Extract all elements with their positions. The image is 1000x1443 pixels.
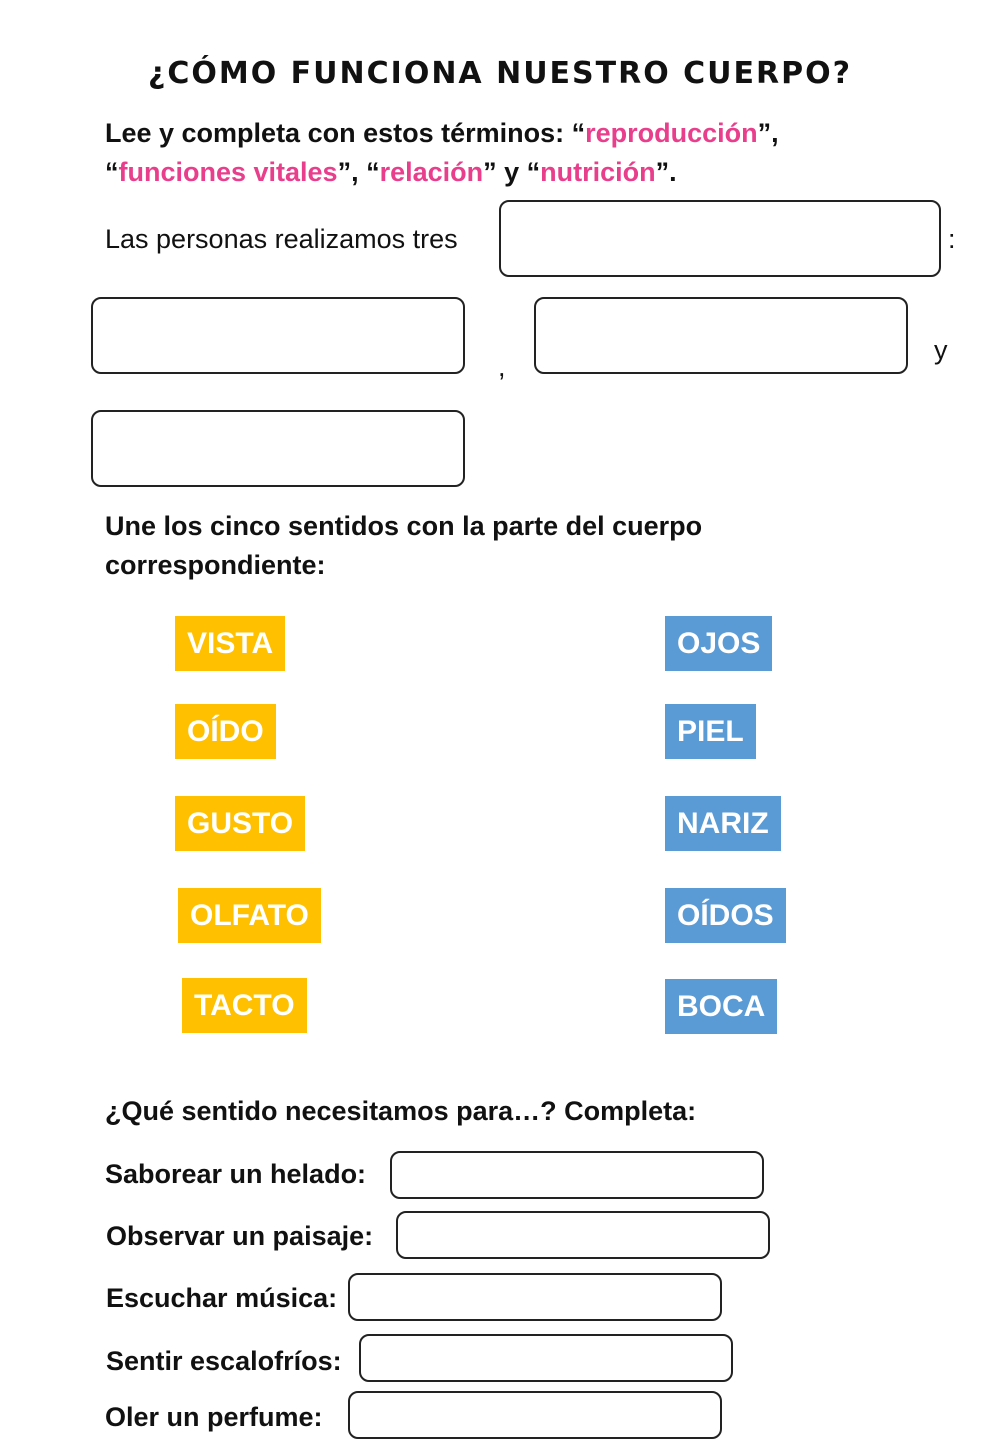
instruction-punct: ”, “ — [337, 157, 380, 187]
section1-instruction — [105, 114, 925, 192]
sense-tag-tacto[interactable]: TACTO — [182, 978, 307, 1033]
answer-box-sentir[interactable] — [359, 1334, 733, 1382]
colon-text: : — [948, 224, 956, 254]
sense-tag-oido[interactable]: OÍDO — [175, 704, 276, 759]
answer-box-oler[interactable] — [348, 1391, 722, 1439]
answer-box-function-2[interactable] — [534, 297, 908, 374]
sense-tag-gusto[interactable]: GUSTO — [175, 796, 305, 851]
term-reproduccion: reproducción — [585, 118, 758, 148]
term-nutricion: nutrición — [540, 157, 656, 187]
sense-tag-olfato[interactable]: OLFATO — [178, 888, 321, 943]
instruction-punct: ”. — [655, 157, 677, 187]
question-label: Oler un perfume: — [105, 1402, 323, 1432]
answer-box-funciones-vitales[interactable] — [499, 200, 941, 277]
answer-box-observar[interactable] — [396, 1211, 770, 1259]
instruction-text: Lee y completa con estos términos: “ — [105, 118, 586, 148]
instruction-punct: ”, — [757, 118, 779, 148]
instruction-punct: “ — [105, 157, 119, 187]
comma-text: , — [498, 352, 506, 382]
sense-tag-vista[interactable]: VISTA — [175, 616, 285, 671]
instruction-punct: ” y “ — [483, 157, 541, 187]
page-title: ¿CÓMO FUNCIONA NUESTRO CUERPO? — [147, 56, 853, 91]
answer-box-saborear[interactable] — [390, 1151, 764, 1199]
question-label: Escuchar música: — [106, 1283, 338, 1313]
body-part-tag-oidos[interactable]: OÍDOS — [665, 888, 786, 943]
term-funciones-vitales: funciones vitales — [118, 157, 338, 187]
section2-instruction: Une los cinco sentidos con la parte del cuerpo correspondiente: — [105, 511, 703, 580]
body-part-tag-nariz[interactable]: NARIZ — [665, 796, 781, 851]
answer-box-function-1[interactable] — [91, 297, 465, 374]
question-label: Saborear un helado: — [105, 1159, 367, 1189]
question-label: Sentir escalofríos: — [106, 1346, 342, 1376]
answer-box-function-3[interactable] — [91, 410, 465, 487]
term-relacion: relación — [379, 157, 484, 187]
and-text: y — [934, 335, 948, 365]
section3-instruction: ¿Qué sentido necesitamos para…? Completa: — [105, 1096, 697, 1126]
sentence-text: Las personas realizamos tres — [105, 224, 458, 254]
question-label: Observar un paisaje: — [106, 1221, 374, 1251]
body-part-tag-boca[interactable]: BOCA — [665, 979, 777, 1034]
body-part-tag-piel[interactable]: PIEL — [665, 704, 756, 759]
body-part-tag-ojos[interactable]: OJOS — [665, 616, 772, 671]
answer-box-escuchar[interactable] — [348, 1273, 722, 1321]
